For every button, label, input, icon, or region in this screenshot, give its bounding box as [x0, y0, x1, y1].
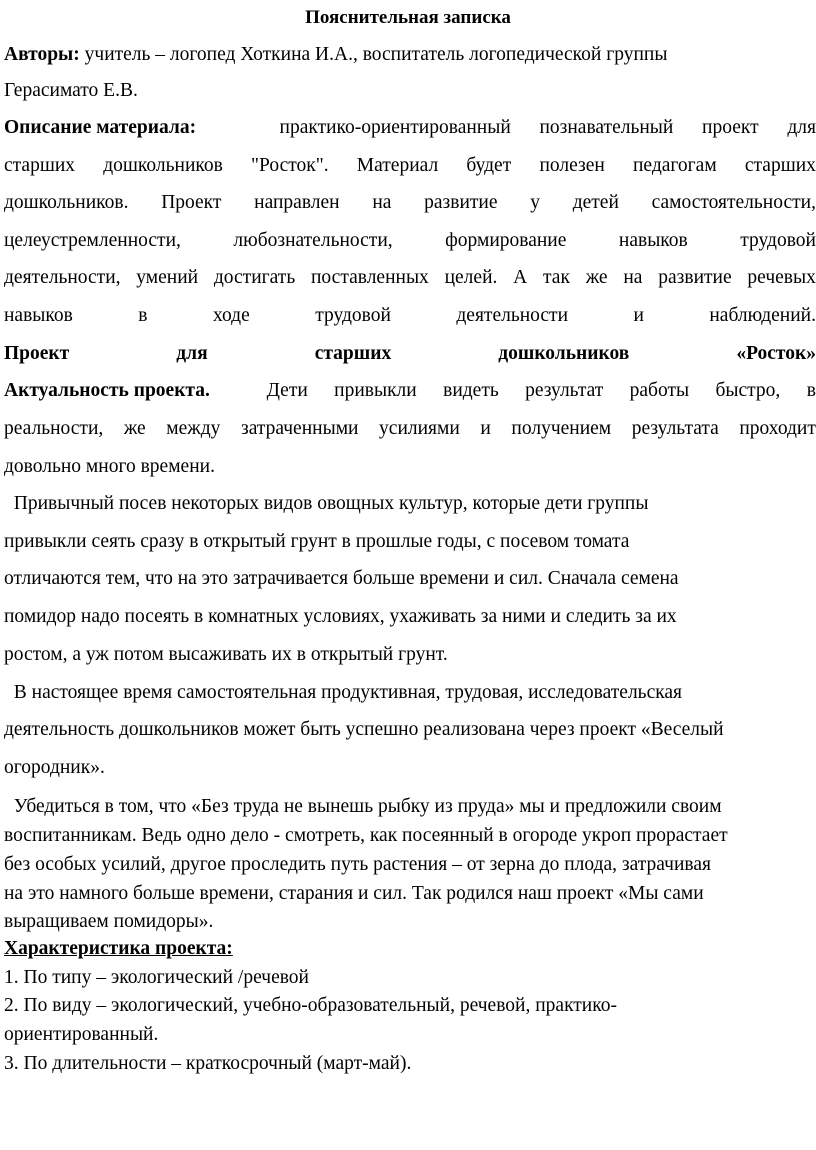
- paragraph-2-line-3: огородник».: [4, 757, 105, 778]
- characteristics-heading-line: [4, 936, 816, 962]
- word: развитие: [658, 267, 732, 288]
- characteristics-item: 3. По длительности – краткосрочный (март-май).: [4, 1053, 412, 1074]
- word: старших: [4, 155, 76, 176]
- word: усилиями: [379, 418, 460, 439]
- paragraph-2-line-2: деятельность дошкольников может быть успешно реализована через проект «Веселый: [4, 719, 724, 740]
- description-line-5: [4, 265, 816, 291]
- word: деятельности: [456, 305, 569, 326]
- word: в: [138, 305, 148, 326]
- authors-line: [4, 42, 816, 68]
- word: же: [123, 418, 146, 439]
- word: у: [530, 192, 540, 213]
- paragraph-1-line-4: помидор надо посеять в комнатных условиях, ухаживать за ними и следить за их: [4, 606, 677, 627]
- word: старших: [314, 343, 392, 364]
- word: Проект: [4, 343, 70, 364]
- paragraph-1-line-5: ростом, а уж потом высаживать их в открытый грунт.: [4, 644, 448, 665]
- project-heading: [4, 341, 816, 367]
- relevance-label: Актуальность проекта.: [4, 380, 210, 401]
- word: так: [543, 267, 570, 288]
- word: проходит: [739, 418, 816, 439]
- word: достигать: [213, 267, 296, 288]
- word: практико-ориентированный: [279, 117, 511, 138]
- word: трудовой: [740, 230, 816, 251]
- word: получением: [511, 418, 612, 439]
- word: будет: [466, 155, 512, 176]
- word: целей.: [444, 267, 498, 288]
- description-line-6: [4, 303, 816, 329]
- word: проект: [702, 117, 759, 138]
- relevance-line-2: [4, 416, 816, 442]
- word: в: [806, 380, 816, 401]
- word: наблюдений.: [709, 305, 816, 326]
- word: Дети: [266, 380, 308, 401]
- characteristics-item: ориентированный.: [4, 1024, 159, 1045]
- word: на: [372, 192, 392, 213]
- word: деятельности,: [4, 267, 121, 288]
- word: дошкольников: [498, 343, 630, 364]
- word: результат: [525, 380, 604, 401]
- paragraph-3-line-3: без особых усилий, другое проследить путь растения – от зерна до плода, затрачивая: [4, 854, 711, 875]
- word: полезен: [539, 155, 605, 176]
- paragraph-1-line-1: Привычный посев некоторых видов овощных культур, которые дети группы: [4, 493, 649, 514]
- word: любознательности,: [233, 230, 393, 251]
- word: и: [480, 418, 491, 439]
- word: целеустремленности,: [4, 230, 181, 251]
- word: работы: [629, 380, 690, 401]
- word: и: [633, 305, 644, 326]
- paragraph-2-line-1: В настоящее время самостоятельная продуктивная, трудовая, исследовательская: [4, 682, 683, 703]
- paragraph-3-line-2: воспитанникам. Ведь одно дело - смотреть, как посеянный в огороде укроп прорастает: [4, 825, 728, 846]
- word: результата: [631, 418, 719, 439]
- word: развитие: [424, 192, 498, 213]
- description-line-3: [4, 190, 816, 216]
- paragraph-3-line-1: Убедиться в том, что «Без труда не вынешь рыбку из пруда» мы и предложили своим: [4, 796, 722, 817]
- word: Материал: [356, 155, 439, 176]
- paragraph-3-line-5: выращиваем помидоры».: [4, 911, 214, 932]
- authors-line-2: Герасимато Е.В.: [4, 80, 138, 101]
- word: дошкольников.: [4, 192, 129, 213]
- word: трудовой: [315, 305, 391, 326]
- word: видеть: [443, 380, 499, 401]
- description-line-4: [4, 228, 816, 254]
- word: для: [787, 117, 816, 138]
- word: реальности,: [4, 418, 104, 439]
- characteristics-item: 2. По виду – экологический, учебно-образовательный, речевой, практико-: [4, 995, 617, 1016]
- relevance-line-3: довольно много времени.: [4, 456, 215, 477]
- word: между: [166, 418, 221, 439]
- word: речевых: [747, 267, 816, 288]
- word: затраченными: [241, 418, 359, 439]
- description-line-2: [4, 153, 816, 179]
- characteristics-item: 1. По типу – экологический /речевой: [4, 967, 309, 988]
- characteristics-heading: Характеристика проекта:: [4, 938, 233, 959]
- word: «Росток»: [736, 343, 816, 364]
- word: привыкли: [334, 380, 417, 401]
- paragraph-1-line-3: отличаются тем, что на это затрачивается больше времени и сил. Сначала семена: [4, 568, 679, 589]
- description-line-1: [4, 115, 816, 141]
- relevance-line-1: [4, 378, 816, 404]
- word: же: [585, 267, 608, 288]
- word: поставленных: [311, 267, 429, 288]
- word: ходе: [212, 305, 250, 326]
- document-title: Пояснительная записка: [305, 7, 511, 28]
- word: Проект: [161, 192, 222, 213]
- word: умений: [136, 267, 199, 288]
- paragraph-3-line-4: на это намного больше времени, старания и сил. Так родился наш проект «Мы сами: [4, 883, 704, 904]
- word: на: [623, 267, 643, 288]
- word: дошкольников: [103, 155, 223, 176]
- authors-label: Авторы:: [4, 44, 80, 65]
- word: навыков: [618, 230, 688, 251]
- authors-text: учитель – логопед Хоткина И.А., воспитатель логопедической группы: [79, 44, 668, 65]
- word: формирование: [445, 230, 567, 251]
- paragraph-1-line-2: привыкли сеять сразу в открытый грунт в прошлые годы, с посевом томата: [4, 531, 630, 552]
- description-label: Описание материала:: [4, 117, 197, 138]
- word: педагогам: [633, 155, 717, 176]
- word: для: [176, 343, 208, 364]
- word: направлен: [254, 192, 340, 213]
- word: детей: [572, 192, 619, 213]
- word: А: [513, 267, 528, 288]
- word: старших: [744, 155, 816, 176]
- word: самостоятельности,: [651, 192, 816, 213]
- word: познавательный: [539, 117, 674, 138]
- word: навыков: [4, 305, 73, 326]
- word: "Росток".: [251, 155, 329, 176]
- word: быстро,: [715, 380, 781, 401]
